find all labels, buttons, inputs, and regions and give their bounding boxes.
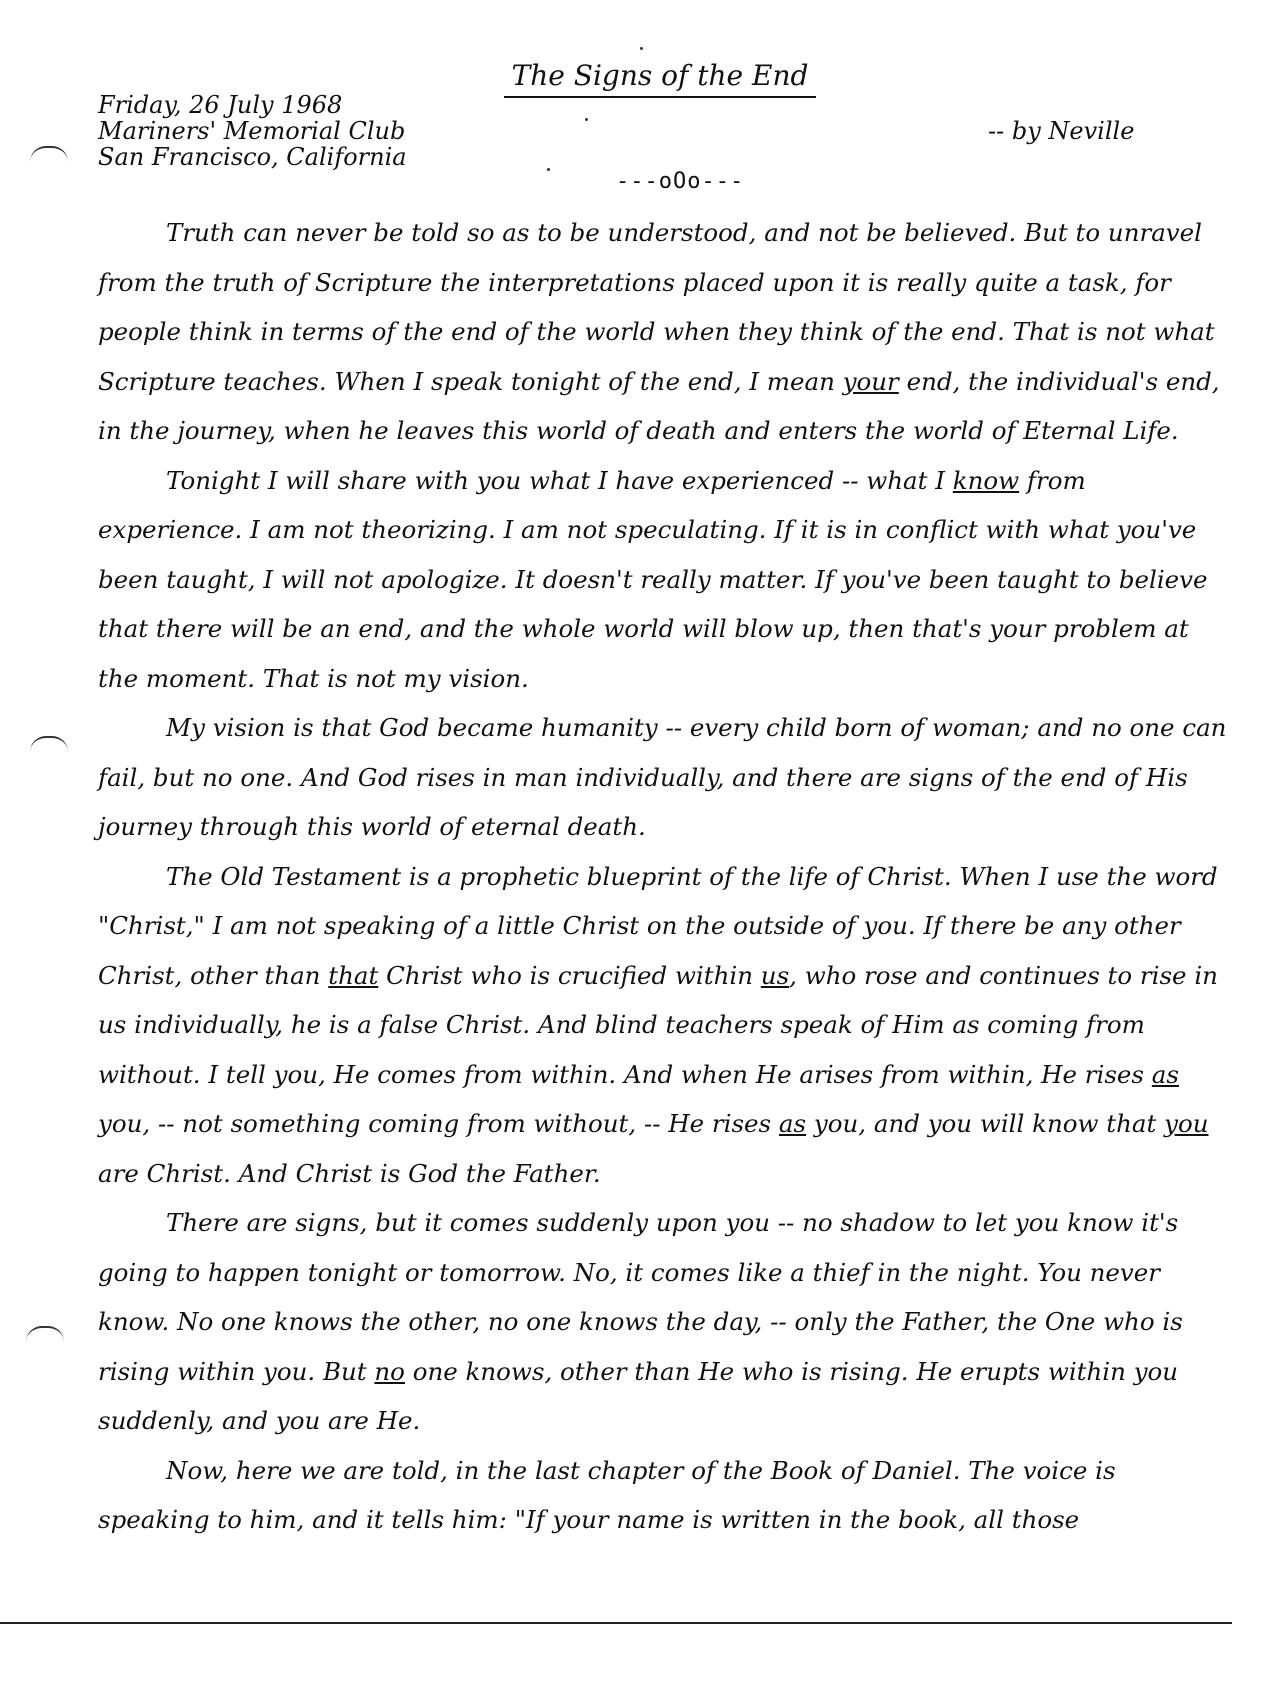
- margin-mark: [30, 146, 68, 162]
- paragraph-3: My vision is that God became humanity -- every child born of woman; and no one can fail, but no one. And God rises in man individually, and there are signs of the end of His journey through this world of eternal death.: [98, 713, 1227, 841]
- underlined-word: as: [778, 1109, 807, 1138]
- scan-speck: [640, 47, 643, 50]
- underlined-word: as: [1151, 1059, 1179, 1089]
- underlined-word: you: [1164, 1109, 1209, 1138]
- paragraph-4: The Old Testament is a prophetic blueprint of the life of Christ. When I use the word "Christ," I am not speaking of a little Christ on the outside of you. If there be any other Christ, other than that Christ who is crucified within us, who rose and continues to rise in us individually, he is a false Christ. And blind teachers speak of Him as coming from without. I tell you, He comes from within. And when He arises from within, He rises as you, -- not something coming from without, -- He rises as you, and you will know that you are Christ. And Christ is God the Father.: [98, 861, 1218, 1188]
- underlined-word: know: [952, 465, 1020, 495]
- separator: ---oOo---: [616, 169, 745, 194]
- underlined-word: your: [842, 366, 899, 396]
- byline: -- by Neville: [988, 117, 1135, 145]
- paragraph-1: Truth can never be told so as to be understood, and not be believed. But to unravel from the truth of Scripture the interpretations placed upon it is really quite a task, for people think in terms of the end of the world when they think of the end. That is not what Scripture teaches. When I speak tonight of the end, I mean your end, the individual's end, in the journey, when he leaves this world of death and enters the world of Eternal Life.: [98, 218, 1220, 445]
- underlined-word: no: [374, 1356, 405, 1386]
- margin-mark: [26, 1326, 64, 1342]
- body-text: [98, 208, 1228, 1545]
- header-block: [98, 92, 407, 170]
- header-date: Friday, 26 July 1968: [98, 91, 343, 119]
- paragraph-6: Now, here we are told, in the last chapter of the Book of Daniel. The voice is speaking to him, and it tells him: "If your name is written in the book, all those: [98, 1455, 1116, 1534]
- bottom-rule: [0, 1622, 1232, 1624]
- scan-speck: [547, 168, 550, 171]
- margin-mark: [30, 736, 68, 752]
- header-venue: Mariners' Memorial Club: [98, 117, 406, 145]
- header-location: San Francisco, California: [98, 143, 407, 171]
- underlined-word: that: [328, 960, 379, 990]
- paragraph-2: Tonight I will share with you what I have experienced -- what I know from experience. I am not theorizing. I am not speculating. If it is in conflict with what you've been taught, I will not apologize. It doesn't really matter. If you've been taught to believe that there will be an end, and the whole world will blow up, then that's your problem at the moment. That is not my vision.: [98, 465, 1208, 693]
- paragraph-5: There are signs, but it comes suddenly upon you -- no shadow to let you know it's going to happen tonight or tomorrow. No, it comes like a thief in the night. You never know. No one knows the other, no one knows the day, -- only the Father, the One who is rising within you. But no one knows, other than He who is rising. He erupts within you suddenly, and you are He.: [98, 1208, 1183, 1435]
- document-title: The Signs of the End: [504, 58, 816, 98]
- scan-speck: [585, 118, 588, 121]
- underlined-word: us: [760, 960, 790, 990]
